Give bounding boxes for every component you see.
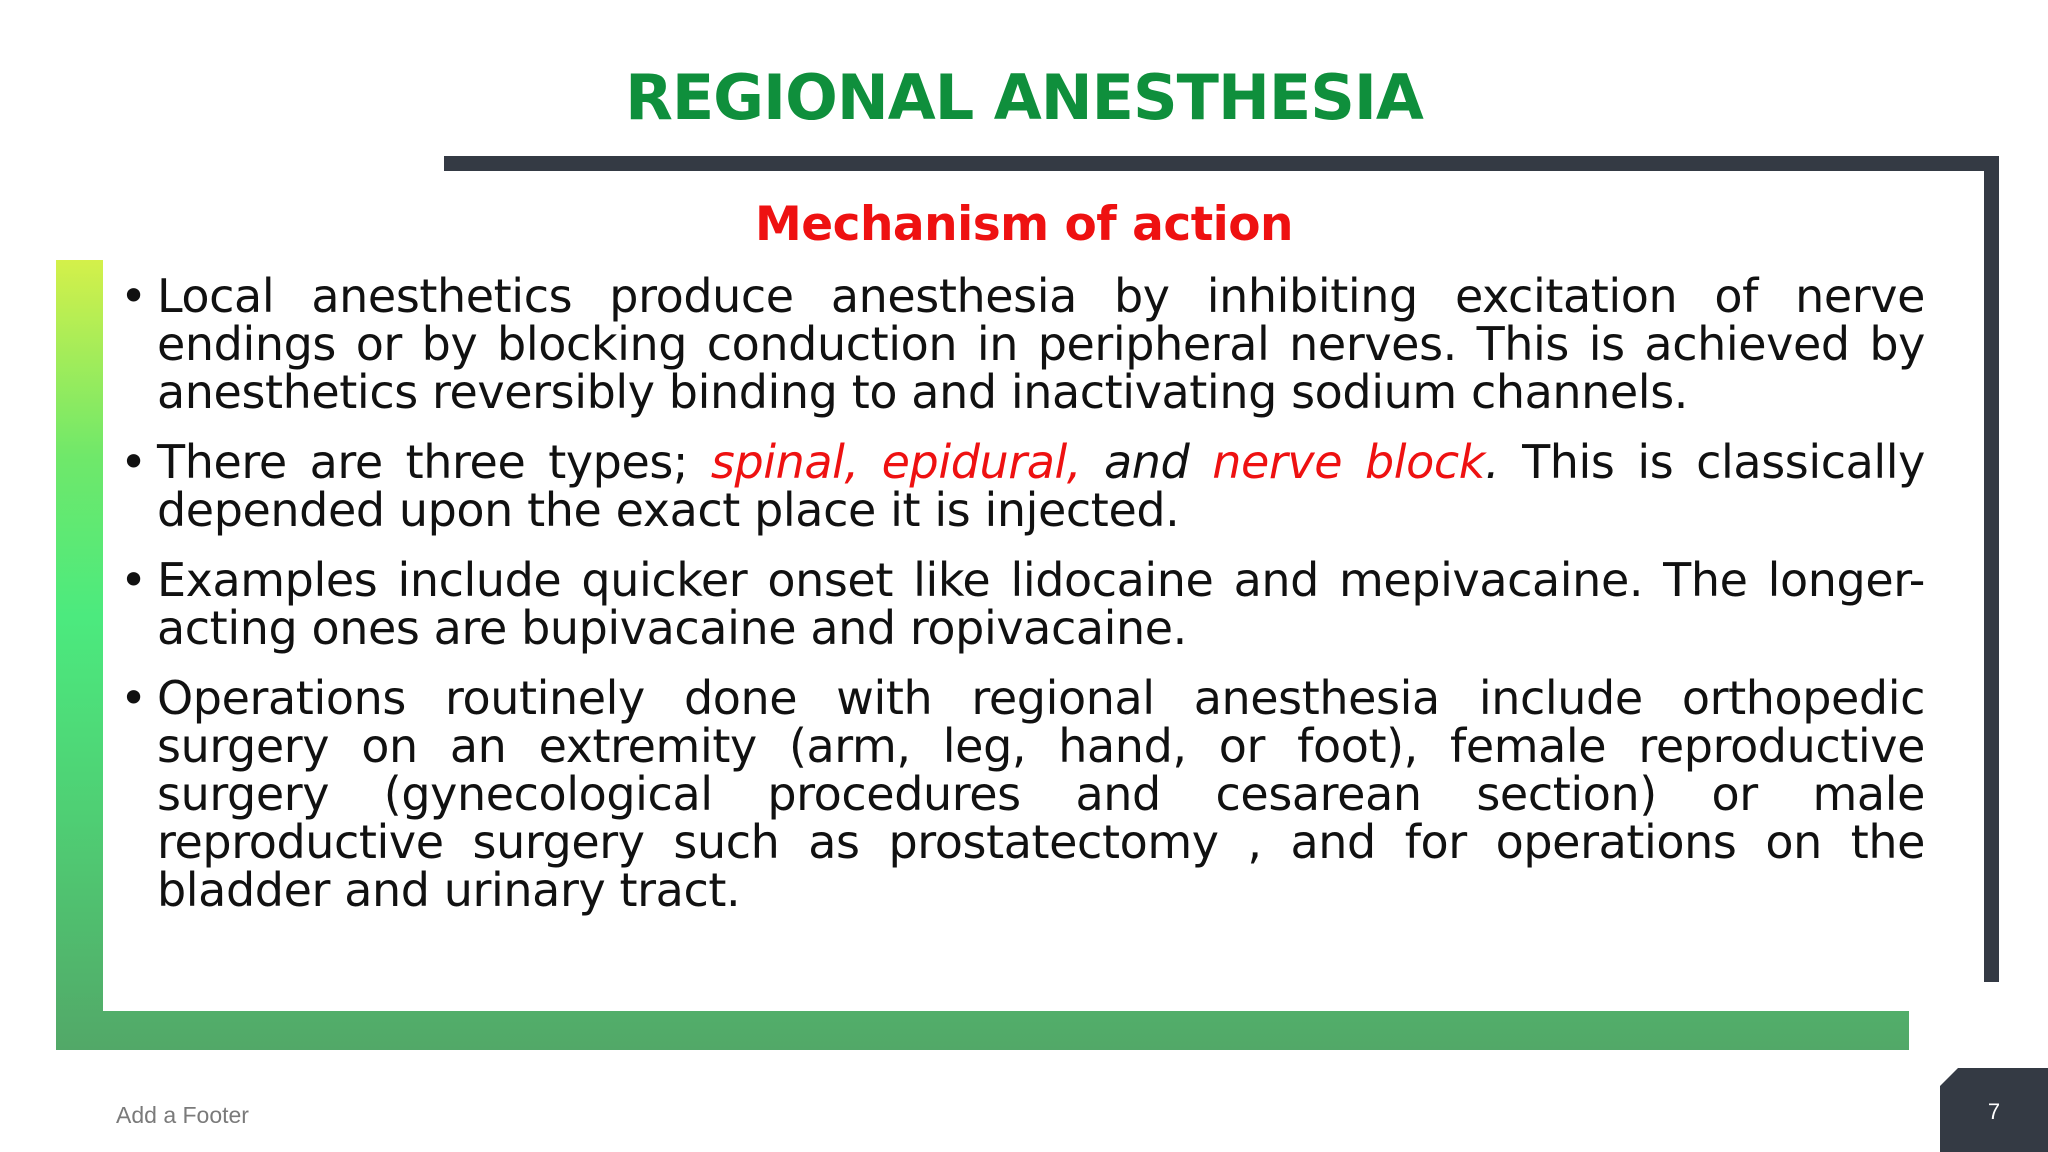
bullet-dot: • xyxy=(120,269,147,323)
italic-period: . xyxy=(1485,435,1500,489)
footer-text: Add a Footer xyxy=(116,1102,249,1128)
bullet-item xyxy=(112,435,1925,537)
bullet-list xyxy=(112,269,1925,936)
bullet-item xyxy=(112,269,1925,419)
slide-subtitle: Mechanism of action xyxy=(754,197,1294,252)
bullet-text: Operations routinely done with regional anesthesia include orthopedic surgery on an extremity (arm, leg, hand, or foot), female reproductive surgery (gynecological procedures and cesarean section) or male reproductive surgery such as prostatectomy , and for operations on the bladder and urinary tract. xyxy=(157,671,1925,917)
and-word: and xyxy=(1081,435,1213,489)
bullet-item xyxy=(112,553,1925,655)
slide-title: REGIONAL ANESTHESIA xyxy=(625,61,1423,134)
bullet-dot: • xyxy=(120,435,147,489)
anesthesia-types-highlight: spinal, epidural, xyxy=(710,435,1082,489)
bullet-text: Local anesthetics produce anesthesia by inhibiting excitation of nerve endings or by blocking conduction in peripheral nerves. This is achieved by anesthetics reversibly binding to and inactivating sodium channels. xyxy=(157,269,1925,419)
page-number: 7 xyxy=(1987,1099,2001,1124)
bullet-dot: • xyxy=(120,553,147,607)
bullet-item xyxy=(112,671,1925,917)
nerve-block-highlight: nerve block xyxy=(1212,435,1485,489)
bullet-dot: • xyxy=(120,671,147,725)
bullet-text: Examples include quicker onset like lidocaine and mepivacaine. The longer-acting ones are bupivacaine and ropivacaine. xyxy=(157,553,1925,655)
bullet-text-prefix: There are three types; xyxy=(157,435,711,489)
bullet-text-suffix: This is classically depended upon the exact place it is injected. xyxy=(157,435,1925,537)
